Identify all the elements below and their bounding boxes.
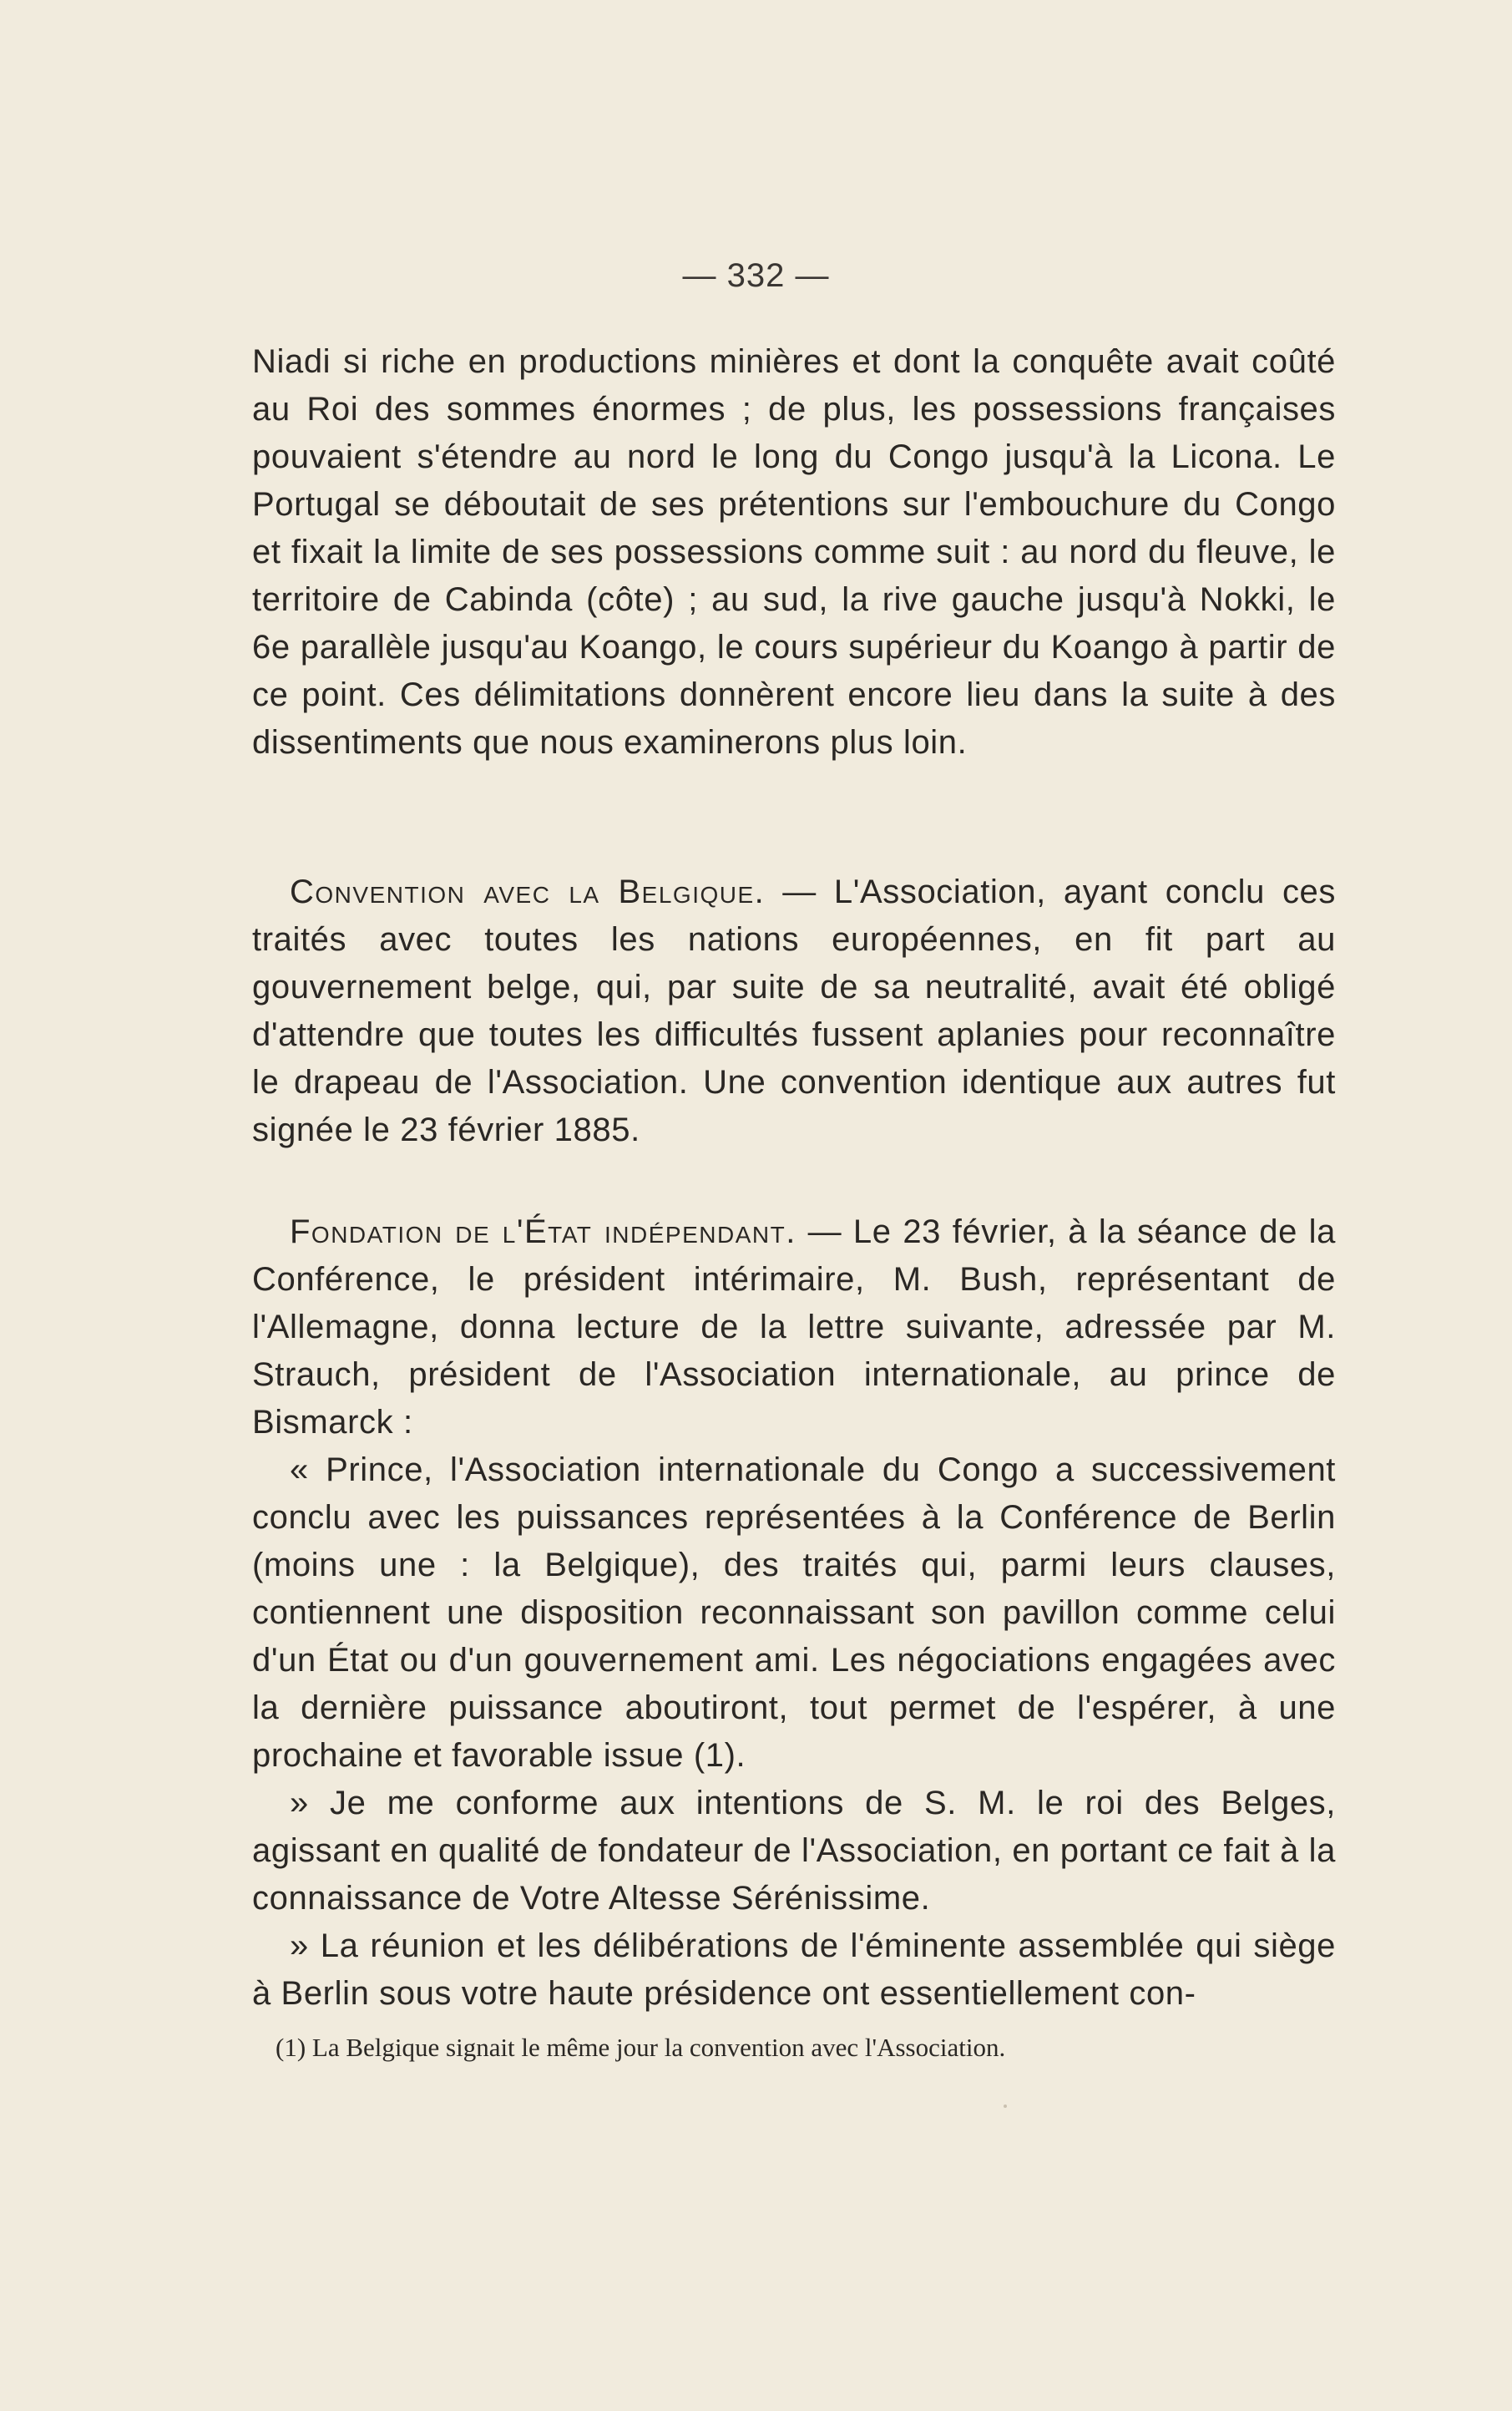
paragraph-letter-conforme: » Je me conforme aux intentions de S. M. le roi des Belges, agissant en qualité de fondateur de l'Association, en portant ce fait à la connaissance de Votre Altesse Sérénissime. (252, 1785, 1336, 1917)
footnote: (1) La Belgique signait le même jour la convention avec l'Association. (276, 2033, 1006, 2062)
paragraph-block-fondation (252, 1208, 1336, 2018)
paragraph-letter-prince: « Prince, l'Association internationale du Congo a successivement conclu avec les puissances représentées à la Conférence de Berlin (moins une : la Belgique), des traités qui, parmi leurs clauses, contiennent une disposition reconnaissant son pavillon comme celui d'un État ou d'un gouvernement ami. Les négociations engagées avec la dernière puissance aboutiront, tout permet de l'espérer, à une prochaine et favorable issue (1). (252, 1451, 1336, 1774)
paragraph-block-belgique (252, 869, 1336, 1154)
paragraph-convention-body: — L'Association, ayant conclu ces traités avec toutes les nations européennes, en fit part au gouvernement belge, qui, par suite de sa neutralité, avait été obligé d'attendre que toutes les difficultés fussent aplanies pour reconnaître le drapeau de l'Association. Une convention identique aux autres fut signée le 23 février 1885. (252, 874, 1336, 1148)
paper-speck (1004, 2105, 1007, 2108)
paragraph-fondation-body: — Le 23 février, à la séance de la Conférence, le président intérimaire, M. Bush, représentant de l'Allemagne, donna lecture de la lettre suivante, adressée par M. Strauch, président de l'Association internationale, au prince de Bismarck : (252, 1213, 1337, 1441)
page-number: — 332 — (682, 257, 830, 294)
paragraph-convention-belgique (252, 869, 1336, 1154)
paragraph-fondation-etat (252, 1208, 1336, 1446)
paragraph-block-intro (252, 338, 1336, 767)
section-heading-convention: Convention avec la Belgique. (290, 874, 766, 910)
paragraph-niadi: Niadi si riche en productions minières et dont la conquête avait coûté au Roi des sommes énormes ; de plus, les possessions françaises pouvaient s'étendre au nord le long du Congo jusqu'à la Licona. Le Portugal se déboutait de ses prétentions sur l'embouchure du Congo et fixait la limite de ses possessions comme suit : au nord du fleuve, le territoire de Cabinda (côte) ; au sud, la rive gauche jusqu'à Nokki, le 6e parallèle jusqu'au Koango, le cours supérieur du Koango à partir de ce point. Ces délimitations donnèrent encore lieu dans la suite à des dissentiments que nous examinerons plus loin. (252, 343, 1336, 761)
section-heading-fondation: Fondation de l'État indépendant. (290, 1213, 796, 1250)
paragraph-letter-reunion: » La réunion et les délibérations de l'éminente assemblée qui siège à Berlin sous votre haute présidence ont essentiellement con- (252, 1927, 1336, 2012)
